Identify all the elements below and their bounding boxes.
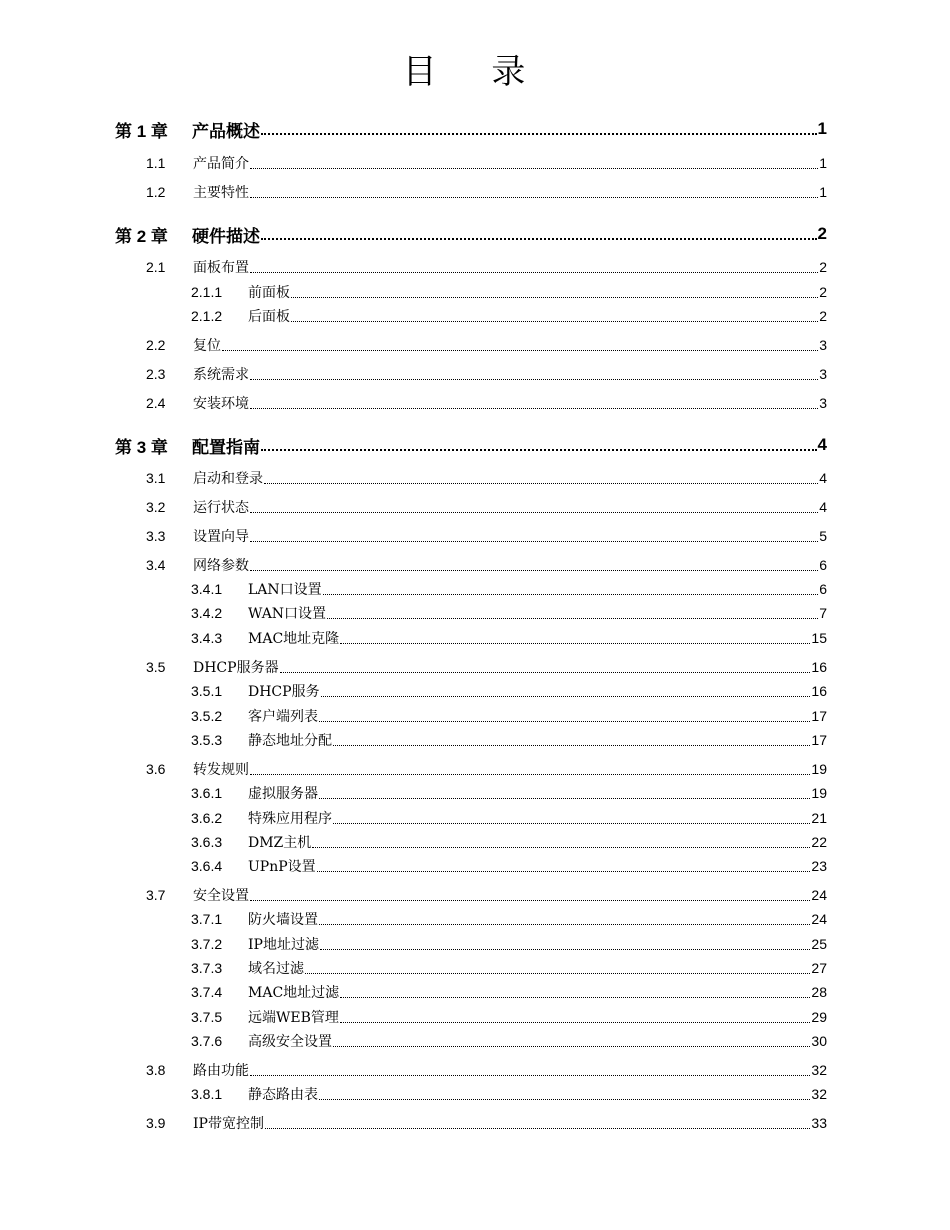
toc-entry[interactable] (0, 807, 950, 829)
toc-entry[interactable] (0, 855, 950, 877)
toc-entry-page: 6 (819, 557, 827, 573)
dot-leader (291, 321, 818, 322)
toc-entry-page: 2 (819, 284, 827, 300)
toc-entry-page: 3 (819, 395, 827, 411)
toc-entry[interactable] (0, 627, 950, 649)
toc-entry-title: 设置向导 (193, 529, 249, 545)
toc-entry-title: 高级安全设置 (248, 1034, 332, 1050)
toc-entry-page: 27 (811, 960, 827, 976)
toc-entry[interactable] (0, 392, 950, 414)
dot-leader (261, 133, 817, 135)
toc-entry[interactable] (0, 831, 950, 853)
toc-entry-page: 23 (811, 858, 827, 874)
toc-entry-title: 前面板 (248, 285, 290, 301)
toc-entry-number: 3.7.6 (191, 1033, 223, 1049)
toc-entry-number: 2.1 (146, 259, 166, 275)
dot-leader (261, 449, 817, 451)
toc-entry-number: 3.7 (146, 887, 166, 903)
toc-entry-page: 24 (811, 887, 827, 903)
toc-entry-page: 4 (819, 470, 827, 486)
toc-entry-title: 产品简介 (193, 156, 249, 172)
toc-entry-number: 3.6.1 (191, 785, 223, 801)
toc-entry-title: 产品概述 (192, 121, 260, 142)
toc-entry-title: LAN口设置 (248, 582, 322, 598)
toc-entry-number: 3.5 (146, 659, 166, 675)
toc-entry[interactable] (0, 281, 950, 303)
toc-entry-number: 3.6.4 (191, 858, 223, 874)
dot-leader (265, 1128, 810, 1129)
toc-entry-page: 17 (811, 708, 827, 724)
toc-entry-page: 30 (811, 1033, 827, 1049)
toc-entry[interactable] (0, 152, 950, 174)
dot-leader (250, 774, 810, 775)
dot-leader (323, 594, 819, 595)
toc-entry-page: 6 (819, 581, 827, 597)
toc-entry-number: 3.5.3 (191, 732, 223, 748)
toc-entry[interactable] (0, 578, 950, 600)
toc-entry-page: 1 (819, 184, 827, 200)
toc-entry-number: 3.4 (146, 557, 166, 573)
dot-leader (319, 1099, 810, 1100)
toc-entry-page: 2 (819, 308, 827, 324)
toc-entry[interactable] (0, 118, 950, 140)
toc-entry-number: 3.6.3 (191, 834, 223, 850)
toc-entry-number: 3.7.5 (191, 1009, 223, 1025)
toc-entry[interactable] (0, 758, 950, 780)
toc-entry-title: 路由功能 (193, 1063, 249, 1079)
toc-entry-title: UPnP设置 (248, 859, 316, 875)
toc-entry[interactable] (0, 957, 950, 979)
dot-leader (250, 197, 818, 198)
toc-entry-page: 2 (819, 259, 827, 275)
toc-entry-number: 3.8 (146, 1062, 166, 1078)
toc-entry-page: 4 (819, 499, 827, 515)
dot-leader (222, 350, 818, 351)
toc-entry-title: 客户端列表 (248, 709, 318, 725)
toc-entry-page: 15 (811, 630, 827, 646)
toc-entry-title: IP地址过滤 (248, 937, 319, 953)
dot-leader (250, 408, 818, 409)
dot-leader (319, 798, 810, 799)
toc-entry-number: 3.5.2 (191, 708, 223, 724)
toc-entry[interactable] (0, 305, 950, 327)
toc-entry-title: 后面板 (248, 309, 290, 325)
toc-entry-number: 第 2 章 (115, 226, 168, 246)
toc-entry-title: IP带宽控制 (193, 1116, 264, 1132)
toc-entry-page: 16 (811, 683, 827, 699)
toc-entry-page: 25 (811, 936, 827, 952)
dot-leader (264, 483, 818, 484)
dot-leader (250, 379, 818, 380)
toc-entry-title: MAC地址过滤 (248, 985, 340, 1001)
toc-entry-page: 32 (811, 1086, 827, 1102)
toc-entry-page: 33 (811, 1115, 827, 1131)
dot-leader (312, 847, 810, 848)
toc-entry-title: 安全设置 (193, 888, 249, 904)
toc-entry-number: 3.7.4 (191, 984, 223, 1000)
toc-entry-title: 硬件描述 (192, 226, 260, 247)
toc-entry-number: 3.9 (146, 1115, 166, 1131)
toc-entry[interactable] (0, 496, 950, 518)
toc-entry-number: 2.4 (146, 395, 166, 411)
toc-entry-page: 17 (811, 732, 827, 748)
dot-leader (340, 643, 810, 644)
toc-entry-page: 21 (811, 810, 827, 826)
dot-leader (250, 541, 818, 542)
toc-entry[interactable] (0, 1083, 950, 1105)
toc-entry-page: 5 (819, 528, 827, 544)
toc-entry-title: MAC地址克隆 (248, 631, 340, 647)
toc-entry-title: 启动和登录 (193, 471, 263, 487)
toc-entry-title: 主要特性 (193, 185, 249, 201)
toc-entry-title: 静态地址分配 (248, 733, 332, 749)
toc-entry-number: 2.3 (146, 366, 166, 382)
toc-entry[interactable] (0, 181, 950, 203)
toc-entry-title: 防火墙设置 (248, 912, 318, 928)
toc-entry[interactable] (0, 602, 950, 624)
toc-entry[interactable] (0, 554, 950, 576)
toc-entry[interactable] (0, 334, 950, 356)
toc-entry-number: 3.2 (146, 499, 166, 515)
dot-leader (250, 900, 810, 901)
toc-entry-number: 3.7.1 (191, 911, 223, 927)
toc-entry-page: 16 (811, 659, 827, 675)
toc-entry[interactable] (0, 363, 950, 385)
toc-entry-number: 3.4.3 (191, 630, 223, 646)
toc-entry[interactable] (0, 223, 950, 245)
toc-entry[interactable] (0, 1059, 950, 1081)
dot-leader (340, 997, 810, 998)
toc-entry-title: 静态路由表 (248, 1087, 318, 1103)
toc-entry[interactable] (0, 705, 950, 727)
dot-leader (333, 1046, 810, 1047)
toc-entry[interactable] (0, 256, 950, 278)
toc-entry-title: WAN口设置 (248, 606, 327, 622)
toc-entry-number: 3.7.3 (191, 960, 223, 976)
dot-leader (340, 1022, 811, 1023)
toc-entry[interactable] (0, 981, 950, 1003)
dot-leader (333, 823, 810, 824)
toc-entry-number: 3.8.1 (191, 1086, 223, 1102)
toc-entry-page: 32 (811, 1062, 827, 1078)
dot-leader (250, 512, 818, 513)
dot-leader (319, 924, 810, 925)
toc-entry[interactable] (0, 467, 950, 489)
dot-leader (291, 297, 818, 298)
toc-entry-page: 2 (817, 224, 827, 243)
toc-entry-title: 特殊应用程序 (248, 811, 332, 827)
dot-leader (305, 973, 810, 974)
dot-leader (317, 871, 811, 872)
toc-entry-title: 运行状态 (193, 500, 249, 516)
toc-entry-title: 安装环境 (193, 396, 249, 412)
toc-entry-title: DHCP服务 (248, 684, 320, 700)
toc-entry-page: 1 (819, 155, 827, 171)
dot-leader (321, 696, 811, 697)
toc-entry-title: 系统需求 (193, 367, 249, 383)
toc-entry-page: 4 (817, 435, 827, 454)
toc-entry-title: 网络参数 (193, 558, 249, 574)
toc-entry-number: 1.2 (146, 184, 166, 200)
toc-entry-title: 远端WEB管理 (248, 1010, 339, 1026)
toc-entry[interactable] (0, 933, 950, 955)
toc-entry-page: 28 (811, 984, 827, 1000)
toc-entry-page: 7 (819, 605, 827, 621)
toc-entry-page: 3 (819, 366, 827, 382)
toc-entry-number: 1.1 (146, 155, 166, 171)
dot-leader (280, 672, 811, 673)
toc-entry[interactable] (0, 908, 950, 930)
toc-entry-page: 22 (811, 834, 827, 850)
dot-leader (320, 949, 810, 950)
page-title: 目 录 (402, 52, 548, 92)
toc-entry[interactable] (0, 525, 950, 547)
toc-entry-number: 3.3 (146, 528, 166, 544)
toc-entry-page: 19 (811, 785, 827, 801)
dot-leader (327, 618, 818, 619)
dot-leader (333, 745, 810, 746)
toc-entry-number: 3.4.1 (191, 581, 223, 597)
toc-entry-page: 1 (817, 119, 827, 138)
toc-entry-number: 3.4.2 (191, 605, 223, 621)
toc-entry[interactable] (0, 680, 950, 702)
dot-leader (250, 272, 818, 273)
toc-entry[interactable] (0, 729, 950, 751)
toc-entry-title: 复位 (193, 338, 221, 354)
toc-entry[interactable] (0, 782, 950, 804)
toc-entry-number: 3.5.1 (191, 683, 223, 699)
toc-entry-title: 配置指南 (192, 437, 260, 458)
dot-leader (261, 238, 817, 240)
toc-entry-title: 虚拟服务器 (248, 786, 318, 802)
toc-entry-page: 24 (811, 911, 827, 927)
toc-entry-page: 19 (811, 761, 827, 777)
toc-entry[interactable] (0, 434, 950, 456)
toc-entry-number: 3.7.2 (191, 936, 223, 952)
dot-leader (319, 721, 810, 722)
toc-entry[interactable] (0, 656, 950, 678)
toc-entry-number: 2.2 (146, 337, 166, 353)
toc-entry-title: DHCP服务器 (193, 660, 279, 676)
toc-entry-page: 29 (811, 1009, 827, 1025)
toc-entry-number: 3.1 (146, 470, 166, 486)
toc-entry[interactable] (0, 884, 950, 906)
toc-entry-title: DMZ主机 (248, 835, 312, 851)
toc-entry-number: 2.1.1 (191, 284, 223, 300)
toc-entry-number: 3.6.2 (191, 810, 223, 826)
toc-entry[interactable] (0, 1006, 950, 1028)
toc-entry-title: 域名过滤 (248, 961, 304, 977)
toc-entry[interactable] (0, 1030, 950, 1052)
toc-entry-title: 面板布置 (193, 260, 249, 276)
toc-entry-number: 第 1 章 (115, 121, 168, 141)
dot-leader (250, 570, 818, 571)
toc-entry-number: 2.1.2 (191, 308, 223, 324)
toc-entry[interactable] (0, 1112, 950, 1134)
toc-entry-title: 转发规则 (193, 762, 249, 778)
dot-leader (250, 1075, 810, 1076)
dot-leader (250, 168, 818, 169)
toc-entry-number: 3.6 (146, 761, 166, 777)
toc-entry-page: 3 (819, 337, 827, 353)
toc-entry-number: 第 3 章 (115, 437, 168, 457)
